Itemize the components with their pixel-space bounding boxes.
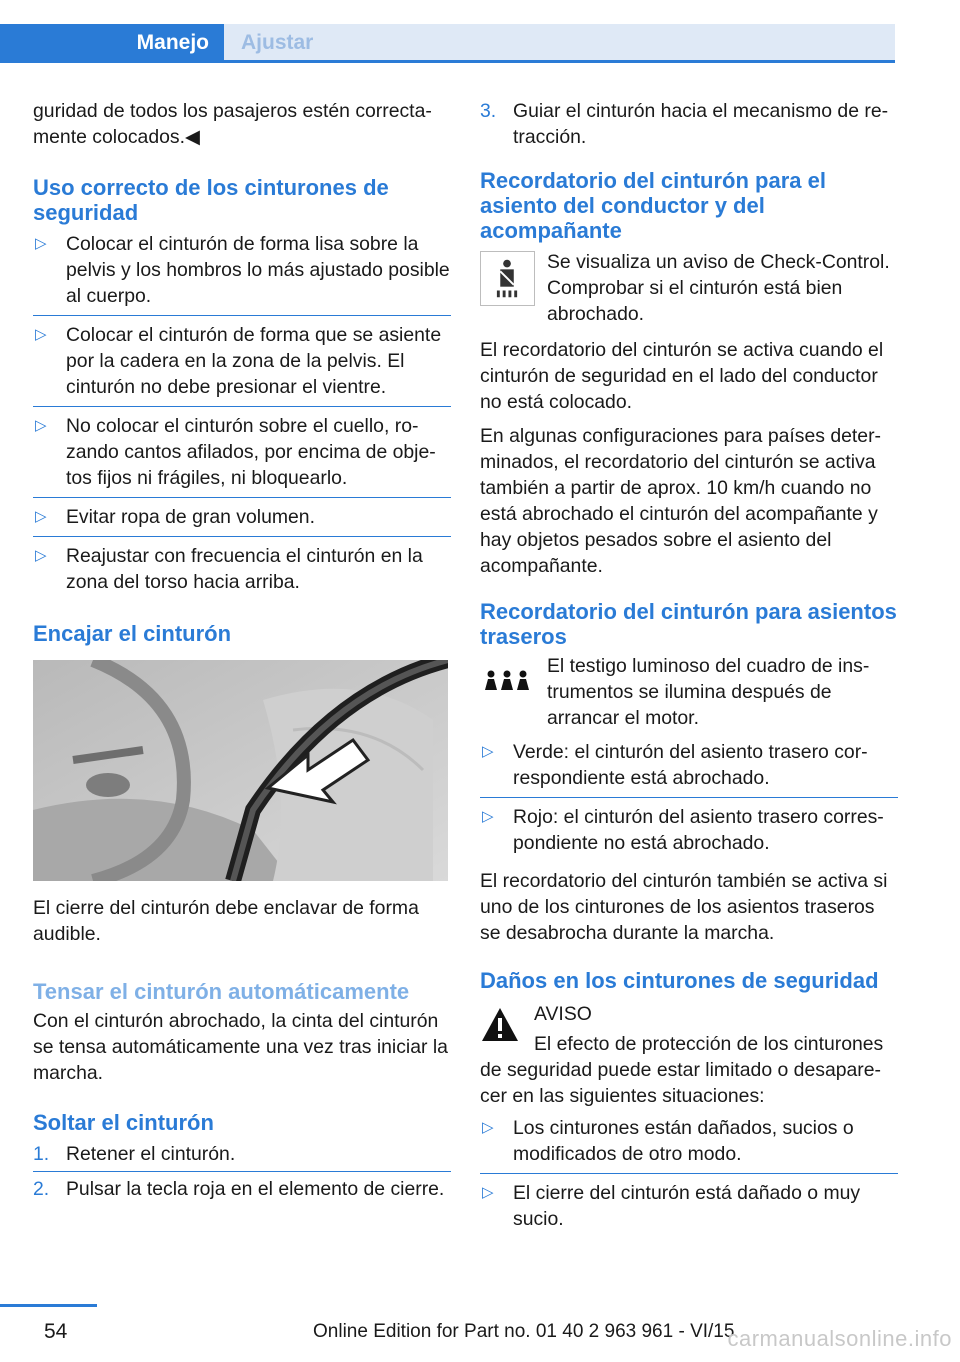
aviso-text: El efecto de protección de los cinturones de seguridad puede estar limitado o desaparecer en las siguientes situaciones: — [480, 1033, 884, 1107]
triangle-bullet-icon: ▷ — [482, 1184, 494, 1201]
step-item: 2. Pulsar la tecla roja en el elemento de cierre. — [33, 1178, 445, 1200]
record1-icon-text: Se visualiza un aviso de Check-Control. Comprobar si el cinturón está bien abrochado. — [547, 251, 890, 325]
soltar-steps — [33, 1141, 451, 1206]
list-item: ▷ Colocar el cinturón de forma lisa sobre la pelvis y los hombros lo más ajustado posible al cuerpo. — [33, 231, 451, 316]
triangle-bullet-icon: ▷ — [35, 417, 47, 434]
record1-p2: En algunas configuraciones para países determinados, el recordatorio del cinturón se activa también a partir de aprox. 10 km/h cuando no está abrochado el cinturón del acompañante y hay objetos pesados sobre el asiento del acompañante. — [480, 425, 882, 577]
danos-list — [480, 1115, 898, 1238]
list-item: ▷ Los cinturones están dañados, sucios o modificados de otro modo. — [480, 1115, 898, 1174]
triangle-bullet-icon: ▷ — [35, 326, 47, 343]
soltar-steps-continued — [480, 98, 898, 154]
triangle-bullet-icon: ▷ — [35, 508, 47, 525]
rear-seats-icon — [480, 655, 535, 710]
list-item: ▷ No colocar el cinturón sobre el cuello, rozando cantos afilados, por encima de objetos fijos ni frágiles, ni bloquearlo. — [33, 413, 451, 498]
uso-list — [33, 231, 451, 601]
tab-ajustar-label: Ajustar — [241, 31, 314, 54]
watermark: carmanualsonline.info — [727, 1326, 952, 1351]
seatbelt-photo — [33, 660, 448, 881]
list-item: ▷ Verde: el cinturón del asiento trasero correspondiente está abrochado. — [480, 739, 898, 798]
tensar-text: Con el cinturón abrochado, la cinta del cinturón se tensa automáticamente una vez tras iniciar la marcha. — [33, 1010, 448, 1084]
heading-soltar: Soltar el cinturón — [33, 1110, 214, 1135]
list-item: ▷ Evitar ropa de gran volumen. — [33, 504, 451, 537]
tab-manejo-label: Manejo — [136, 31, 209, 54]
heading-danos: Daños en los cinturones de seguridad — [480, 968, 879, 993]
header-tabs — [0, 0, 960, 66]
edition-text: Online Edition for Part no. 01 40 2 963 961 - VI/15 — [313, 1321, 735, 1342]
rear-seatbelt-row — [480, 653, 898, 731]
record2-p: El recordatorio del cinturón también se activa si uno de los cinturones de los asientos traseros se desabrocha durante la marcha. — [480, 870, 888, 944]
heading-tensar: Tensar el cinturón automáticamente — [33, 979, 410, 1004]
triangle-bullet-icon: ▷ — [35, 235, 47, 252]
right-column — [480, 98, 898, 1244]
footer-divider — [0, 1304, 97, 1307]
step-item: 1. Retener el cinturón. — [33, 1141, 451, 1172]
triangle-bullet-icon: ▷ — [482, 1119, 494, 1136]
triangle-bullet-icon: ▷ — [482, 808, 494, 825]
left-column — [33, 98, 451, 1210]
tab-ajustar[interactable] — [224, 24, 895, 62]
tab-manejo[interactable] — [0, 24, 224, 62]
encajar-text: El cierre del cinturón debe enclavar de forma audible. — [33, 897, 419, 945]
intro-text: guridad de todos los pasajeros estén correctamente colocados.◀ — [33, 100, 432, 148]
list-item: ▷ Rojo: el cinturón del asiento trasero correspondiente no está abrochado. — [482, 806, 884, 854]
triangle-bullet-icon: ▷ — [482, 743, 494, 760]
heading-encajar: Encajar el cinturón — [33, 621, 232, 646]
seatbelt-warning-icon — [480, 251, 535, 306]
step-item: 3. Guiar el cinturón hacia el mecanismo de retracción. — [480, 100, 889, 148]
list-item: ▷ El cierre del cinturón está dañado o muy sucio. — [482, 1182, 861, 1230]
list-item: ▷ Reajustar con frecuencia el cinturón en la zona del torso hacia arriba. — [35, 545, 423, 593]
aviso-row — [480, 1001, 898, 1031]
warning-triangle-icon — [480, 1005, 520, 1045]
record1-p1: El recordatorio del cinturón se activa cuando el cinturón de seguridad en el lado del conductor no está colocado. — [480, 339, 884, 413]
triangle-bullet-icon: ▷ — [35, 547, 47, 564]
seatbelt-reminder-row — [480, 249, 898, 327]
record2-list — [480, 739, 898, 862]
heading-uso-correcto: Uso correcto de los cinturones de seguridad — [33, 175, 389, 225]
heading-recordatorio-traseros: Recordatorio del cinturón para asientos traseros — [480, 599, 897, 649]
record2-icon-text: El testigo luminoso del cuadro de instrumentos se ilumina después de arrancar el motor. — [547, 655, 870, 729]
page-number: 54 — [44, 1320, 68, 1343]
list-item: ▷ Colocar el cinturón de forma que se asiente por la cadera en la zona de la pelvis. El cinturón no debe presionar el vientre. — [33, 322, 451, 407]
aviso-label: AVISO — [534, 1003, 592, 1025]
heading-recordatorio-delantero: Recordatorio del cinturón para el asiento del conductor y del acompañante — [480, 168, 826, 243]
header-divider — [0, 60, 895, 63]
